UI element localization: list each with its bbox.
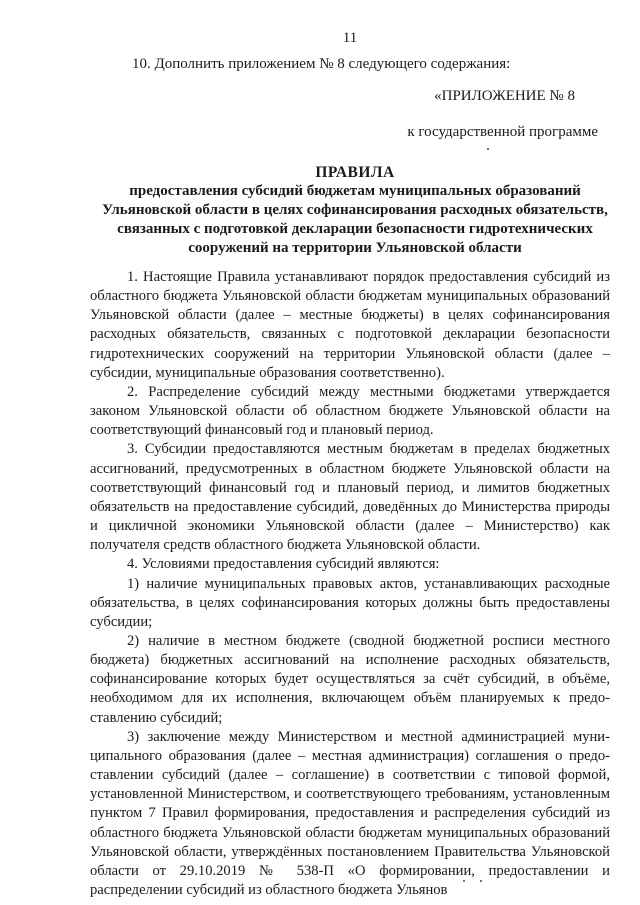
condition-2: 2) наличие в местном бюджете (сводной бюджетной росписи местного бюджета) бюджетных ассигнований на исполнение расходных обязательств, софинансирование которых будет осуществляться за счёт субсидий, в объёме, необходимом для их исполнения, включающем объём планируемых к предоставлению субсидий; <box>90 632 610 726</box>
document-subtitle: предоставления субсидий бюджетам муниципальных образований Ульяновской области в целях софинансирования расходных обязательств, связанных с подготовкой декларации безопасности гидротехнических сооружений на территории Ульяновской области <box>102 183 608 256</box>
appendix-title: «ПРИЛОЖЕНИЕ № 8 <box>434 88 575 104</box>
paragraph-4: 4. Условиями предоставления субсидий являются: <box>127 556 440 573</box>
page-number: 11 <box>342 30 358 46</box>
paragraph-1: 1. Настоящие Правила устанавливают порядок предоставления субсидий из областного бюджета Ульяновской области бюджетам муниципальных образований Ульяновской области (далее – местные бюджеты) в целях софинансирования расходных обязательств, связанных с подготовкой декларации безопасности гидротехнических сооружений на территории Ульяновской области (далее – субсидии, муниципальные образования соответственно). <box>90 269 610 381</box>
document-body <box>90 268 610 900</box>
intro-line: 10. Дополнить приложением № 8 следующего содержания: <box>132 56 511 72</box>
paragraph-2: 2. Распределение субсидий между местными бюджетами утверждается законом Ульяновской области об областном бюджете Ульяновской области на соответствующий финансовый год и плановый период. <box>90 383 610 439</box>
scan-dot <box>480 880 482 882</box>
scan-dot <box>487 148 489 150</box>
document-title: ПРАВИЛА <box>315 164 395 181</box>
condition-1: 1) наличие муниципальных правовых актов, устанавливающих расходные обязательства, в целях софинансирования которых должны быть предоставлены субсидии; <box>90 575 610 630</box>
document-heading <box>90 163 620 258</box>
scan-dot <box>463 880 465 882</box>
appendix-subtitle: к государственной программе <box>407 124 598 140</box>
condition-3: 3) заключение между Министерством и местной администрацией муниципального образования (далее – местная администрация) соглашения о предоставлении субсидий (далее – соглашение) в соответствии с типовой формой, установленной Министерством, и соответствующего требованиям, установленным пунктом 7 Правил формирования, предоставления и распределения субсидий из областного бюджета Ульяновской области бюджетам муниципальных образований Ульяновской области, утверждённых постановлением Правительства Ульяновской области от 29.10.2019 № 538-П «О формировании, предоставлении и распределении субсидий из областного бюджета Ульянов <box>90 728 610 898</box>
paragraph-3: 3. Субсидии предоставляются местным бюджетам в пределах бюджетных ассигнований, предусмотренных в областном бюджете Ульяновской области на соответствующий финансовый год и плановый период, и лимитов бюджетных обязательств на предоставление субсидий, доведённых до Министерства природы и цикличной экономики Ульяновской области (далее – Министерство) как получателя средств областного бюджета Ульяновской области. <box>90 441 610 554</box>
